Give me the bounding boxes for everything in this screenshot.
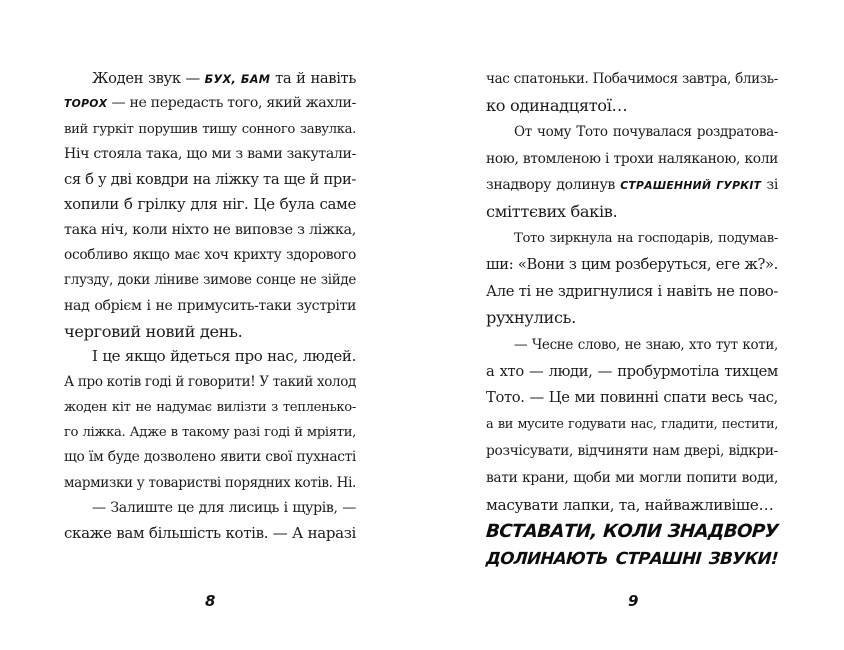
display-heading-line: ВСТАВАТИ, КОЛИ ЗНАДВОРУ xyxy=(485,521,779,543)
text-line: скаже вам більшість котів. — А наразі xyxy=(64,524,356,543)
text-line: особливо якщо має хоч крихту здорового xyxy=(64,247,356,264)
text-line xyxy=(64,66,356,91)
text-line: го ліжка. Адже в такому разі годі й мріяти, xyxy=(64,425,356,441)
text-line: хопили б грілку для ніг. Це була саме xyxy=(64,195,356,214)
text-line: І це якщо йдеться про нас, людей. xyxy=(92,347,356,366)
sound-effect-text: СТРАШЕННИЙ ГУРКІТ xyxy=(620,179,762,193)
text-line: масувати лапки, та, найважливіше… xyxy=(486,495,774,514)
left-page-text xyxy=(64,66,356,547)
text-line: жоден кіт не надумає вилізти з тепленько- xyxy=(64,399,356,415)
text-fragment: Жоден звук — xyxy=(92,70,205,87)
text-line: Але ті не здригнулися і навіть не пово- xyxy=(486,282,778,300)
text-line: глузду, доки ліниве зимове сонце не зійде xyxy=(64,272,356,289)
sound-effect-text: БАМ xyxy=(240,73,271,86)
text-line: вий гуркіт порушив тишу сонного завулка. xyxy=(64,121,356,137)
text-line: а ви мусите годувати нас, гладити, пестити, xyxy=(486,416,778,432)
page-number: 9 xyxy=(628,592,639,610)
text-fragment: зі xyxy=(761,177,778,194)
text-line: ся б у дві ковдри на ліжку та ще й при- xyxy=(64,171,356,189)
text-line: ко одинадцятої… xyxy=(486,95,628,115)
text-line: ною, втомленою і трохи наляканою, коли xyxy=(486,150,778,167)
right-page xyxy=(422,0,844,650)
text-line: ши: «Вони з цим розберуться, еге ж?». xyxy=(486,256,778,274)
display-heading-line: ДОЛИНАЮТЬ СТРАШНІ ЗВУКИ! xyxy=(485,548,779,569)
text-line: над обрієм і не примусить-таки зустріти xyxy=(64,297,356,314)
text-line: а хто — люди, — пробурмотіла тихцем xyxy=(486,362,778,380)
text-line: Ніч стояла така, що ми з вами закутали- xyxy=(64,145,356,162)
text-line: сміттєвих баків. xyxy=(486,201,618,221)
page-number: 8 xyxy=(205,592,216,610)
text-line: От чому Тото почувалася роздратова- xyxy=(514,124,778,141)
text-line: час спатоньки. Побачимося завтра, близь- xyxy=(486,71,778,87)
sound-effect-text: БУХ, xyxy=(204,73,237,86)
text-line: вати крани, щоби ми могли попити води, xyxy=(486,469,778,486)
text-line: черговий новий день. xyxy=(64,321,243,341)
text-fragment: та й навіть xyxy=(270,70,356,87)
text-line: розчісувати, відчиняти нам двері, відкри- xyxy=(486,443,778,460)
text-line: Тото зиркнула на господарів, подумав- xyxy=(514,230,778,246)
text-line: А про котів годі й говорити! У такий холод xyxy=(64,373,356,390)
text-line xyxy=(64,91,356,116)
text-fragment: знадвору долинув xyxy=(486,177,621,194)
text-line: — Чесне слово, не знаю, хто тут коти, xyxy=(514,336,778,353)
right-page-text xyxy=(486,66,778,572)
text-line: рухнулись. xyxy=(486,308,576,328)
text-line: мармизки у товаристві порядних котів. Ні. xyxy=(64,474,356,491)
sound-effect-text: ТОРОХ xyxy=(64,97,108,111)
text-line xyxy=(486,172,778,199)
text-line: — Залиште це для лисиць і щурів, — xyxy=(92,500,356,517)
text-line: така ніч, коли ніхто не виповзе з ліжка, xyxy=(64,221,356,238)
text-line: Тото. — Це ми повинні спати весь час, xyxy=(486,389,778,407)
text-line: що їм буде дозволено явити свої пухнасті xyxy=(64,449,356,466)
text-fragment: — не передасть того, який жахли- xyxy=(107,95,356,112)
